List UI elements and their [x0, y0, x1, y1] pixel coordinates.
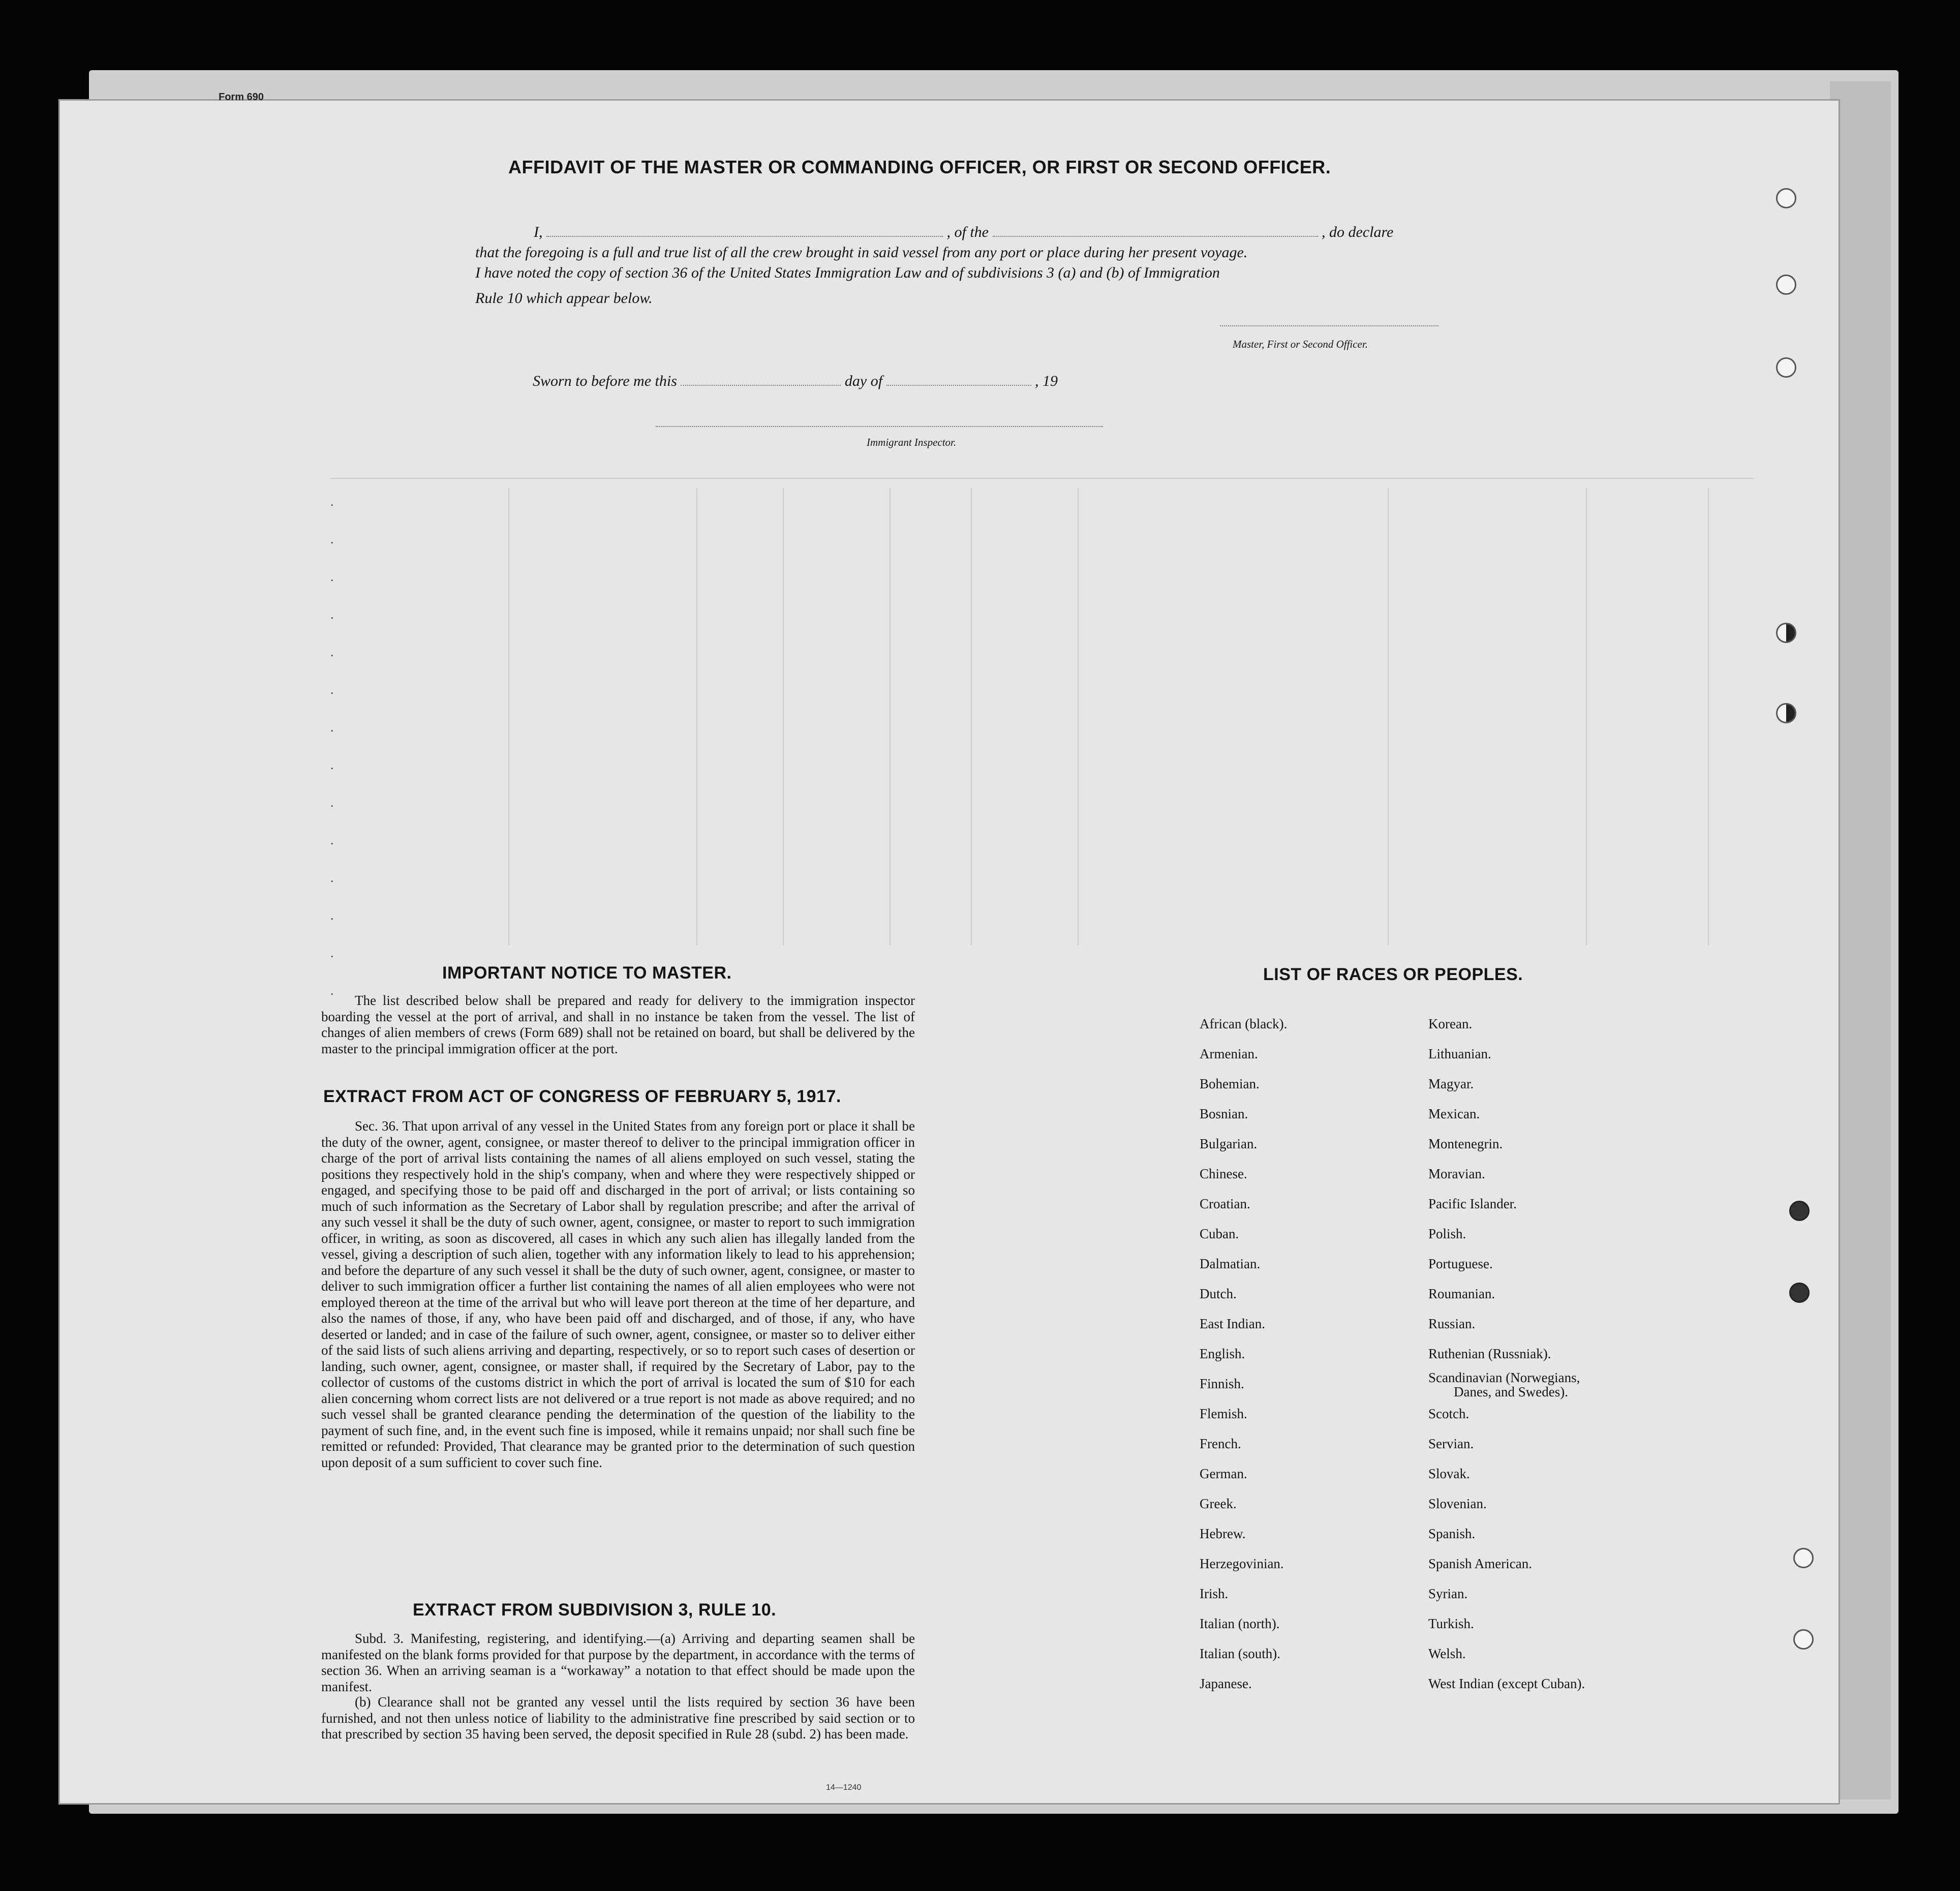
race-item: Portuguese. [1428, 1256, 1493, 1271]
inspector-label: Immigrant Inspector. [867, 436, 957, 448]
race-item: Turkish. [1428, 1616, 1474, 1631]
race-item: Syrian. [1428, 1586, 1468, 1601]
race-item: Finnish. [1200, 1376, 1244, 1391]
print-code: 14—1240 [826, 1783, 862, 1792]
vessel-name-blank[interactable] [993, 236, 1318, 237]
affidavit-declaration-line1 [534, 224, 1393, 241]
affidavit-do-declare: , do declare [1322, 224, 1394, 240]
affidavit-title: AFFIDAVIT OF THE MASTER OR COMMANDING OFFICER, OR FIRST OR SECOND OFFICER. [508, 157, 1331, 177]
master-signature-label: Master, First or Second Officer. [1233, 338, 1368, 350]
sworn-month-blank[interactable] [886, 385, 1031, 386]
binder-hole-icon [1793, 1629, 1814, 1650]
race-item: Japanese. [1200, 1676, 1252, 1691]
race-item: Herzegovinian. [1200, 1556, 1284, 1571]
binder-hole-icon [1776, 188, 1796, 208]
races-column-2 [1428, 1009, 1585, 1699]
race-item: Montenegrin. [1428, 1136, 1503, 1151]
race-item: Magyar. [1428, 1076, 1474, 1091]
race-item: Dalmatian. [1200, 1256, 1261, 1271]
sworn-day-of: day of [844, 373, 883, 389]
binder-hole-icon [1793, 1548, 1814, 1568]
race-item: English. [1200, 1346, 1245, 1361]
sworn-day-blank[interactable] [681, 385, 841, 386]
race-item: Polish. [1428, 1226, 1466, 1241]
race-item: Pacific Islander. [1428, 1196, 1517, 1211]
race-item: Slovak. [1428, 1466, 1470, 1481]
race-item: Dutch. [1200, 1286, 1237, 1301]
race-item: Greek. [1200, 1496, 1237, 1511]
race-item: Roumanian. [1428, 1286, 1495, 1301]
affidavit-of-the: , of the [946, 224, 989, 240]
affidavit-declaration-line3: I have noted the copy of section 36 of the United States Immigration Law and of subdivisions 3 (a) and (b) of Immigration [475, 264, 1220, 281]
race-item: African (black). [1200, 1016, 1288, 1031]
race-item: Italian (north). [1200, 1616, 1280, 1631]
race-item: Italian (south). [1200, 1646, 1280, 1661]
race-item: West Indian (except Cuban). [1428, 1676, 1585, 1691]
race-item: Spanish. [1428, 1526, 1476, 1541]
binder-hole-icon [1789, 1283, 1810, 1303]
race-item: Scotch. [1428, 1406, 1469, 1421]
race-item: Servian. [1428, 1436, 1474, 1451]
race-item: Moravian. [1428, 1166, 1485, 1181]
race-item: Spanish American. [1428, 1556, 1532, 1571]
binder-hole-icon [1789, 1201, 1810, 1221]
race-item: German. [1200, 1466, 1247, 1481]
race-item: Bosnian. [1200, 1106, 1248, 1121]
affidavit-declaration-line2: that the foregoing is a full and true list of all the crew brought in said vessel from any port or place during her present voyage. [475, 244, 1248, 261]
master-name-blank[interactable] [546, 236, 943, 237]
sworn-text: Sworn to before me this [533, 373, 677, 389]
race-item: Slovenian. [1428, 1496, 1487, 1511]
race-item: Danes, and Swedes). [1454, 1384, 1568, 1399]
race-item: Chinese. [1200, 1166, 1247, 1181]
affidavit-declaration-line4: Rule 10 which appear below. [475, 290, 653, 307]
race-item: Cuban. [1200, 1226, 1239, 1241]
race-item: Mexican. [1428, 1106, 1480, 1121]
races-column-1 [1200, 1009, 1287, 1699]
form-number: Form 690 [219, 92, 264, 103]
rule-extract-para-b: (b) Clearance shall not be granted any vessel until the lists required by section 36 have been furnished, and not then unless notice of liability to the administrative fine prescribed by said section or to that prescribed by section 35 having been served, the deposit specified in Rule 28 (subd. 2) has been made. [321, 1694, 915, 1742]
race-item: French. [1200, 1436, 1241, 1451]
master-signature-line[interactable] [1220, 325, 1438, 326]
binder-hole-icon [1776, 623, 1796, 643]
race-item: Hebrew. [1200, 1526, 1246, 1541]
races-title: LIST OF RACES OR PEOPLES. [1263, 965, 1523, 984]
rule-extract-title: EXTRACT FROM SUBDIVISION 3, RULE 10. [413, 1600, 777, 1620]
act-extract-body: Sec. 36. That upon arrival of any vessel in the United States from any foreign port or place it shall be the duty of the owner, agent, consignee, or master thereof to deliver to the principal immigration officer in charge of the port of arrival lists containing the names of all aliens employed on such vessel, stating the positions they respectively hold in the ship's company, when and where they were respectively shipped or engaged, and specifying those to be paid off and discharged in the port of arrival; or lists containing so much of such information as the Secretary of Labor shall by regulation prescribe; and after the arrival of any such vessel it shall be the duty of such owner, agent, consignee, or master to report to such immigration officer, in writing, as soon as discovered, all cases in which any such alien has illegally landed from the vessel, giving a description of such alien, together with any information likely to lead to his apprehension; and before the departure of any such vessel it shall be the duty of such owner, agent, consignee, or master to deliver to such immigration officer a further list containing the names of all alien employees who were not employed thereon at the time of the arrival but who will leave port thereon at the time of her departure, and also the names of those, if any, who have been paid off and discharged, and of those, if any, who have deserted or landed; and in case of the failure of such owner, agent, consignee, or master so to deliver either of the said lists of such aliens arriving and departing, respectively, or so to report such cases of desertion or landing, such owner, agent, consignee, or master shall, if required by the Secretary of Labor, pay to the collector of customs of the customs district in which the port of arrival is located the sum of $10 for each alien concerning whom correct lists are not delivered or a true report is not made as above required; and no such vessel shall be granted clearance pending the determination of the question of the liability to the payment of such fine, and, in the event such fine is imposed, while it remains unpaid; nor shall such fine be remitted or refunded: Provided, That clearance may be granted prior to the determination of such question upon deposit of a sum sufficient to cover such fine. [321, 1118, 915, 1470]
row-markers: . . . . . . . . . . . . . . [330, 494, 334, 998]
race-item: East Indian. [1200, 1316, 1265, 1331]
notice-title: IMPORTANT NOTICE TO MASTER. [442, 963, 732, 983]
race-item: Scandinavian (Norwegians, [1428, 1370, 1580, 1385]
race-item: Croatian. [1200, 1196, 1250, 1211]
race-item: Russian. [1428, 1316, 1476, 1331]
inspector-signature-line[interactable] [656, 426, 1103, 427]
affidavit-i: I, [534, 224, 543, 240]
race-item: Irish. [1200, 1586, 1229, 1601]
race-item: Bulgarian. [1200, 1136, 1258, 1151]
notice-body: The list described below shall be prepared and ready for delivery to the immigration inspector boarding the vessel at the port of arrival, and shall in no instance be taken from the vessel. The list of changes of alien members of crews (Form 689) shall not be retained on board, but shall be delivered by the master to the principal immigration officer at the port. [321, 993, 915, 1056]
binder-hole-icon [1776, 274, 1796, 295]
sworn-year: , 19 [1035, 373, 1058, 389]
race-item: Lithuanian. [1428, 1046, 1491, 1061]
race-item: Flemish. [1200, 1406, 1247, 1421]
race-item: Bohemian. [1200, 1076, 1260, 1091]
sworn-line [533, 373, 1058, 390]
act-extract-title: EXTRACT FROM ACT OF CONGRESS OF FEBRUARY 5, 1917. [323, 1087, 841, 1106]
binder-hole-icon [1776, 357, 1796, 378]
race-item: Korean. [1428, 1016, 1473, 1031]
rule-extract-para-a: Subd. 3. Manifesting, registering, and identifying.—(a) Arriving and departing seamen shall be manifested on the blank forms provided for that purpose by the department, in accordance with the terms of section 36. When an arriving seaman is a “workaway” a notation to that effect should be made upon the manifest. [321, 1631, 915, 1694]
race-item: Armenian. [1200, 1046, 1258, 1061]
race-item: Ruthenian (Russniak). [1428, 1346, 1551, 1361]
binder-hole-icon [1776, 703, 1796, 723]
race-item: Welsh. [1428, 1646, 1466, 1661]
